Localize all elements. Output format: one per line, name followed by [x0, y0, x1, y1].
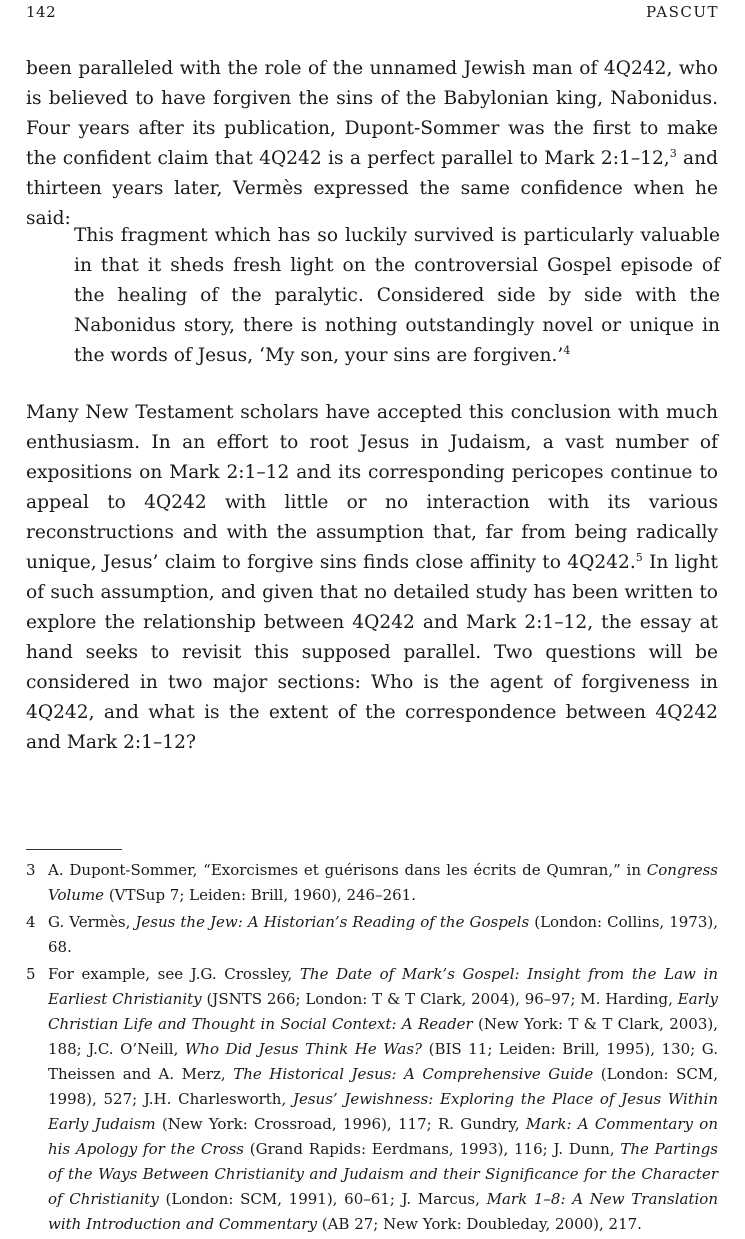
footnote-text: G. Vermès, [48, 913, 136, 931]
footnote-text: A. Dupont-Sommer, “Exorcismes et guérisons dans les écrits de Qumran,” in [48, 861, 647, 879]
paragraph-2-text-a: Many New Testament scholars have accepted this conclusion with much enthusiasm. In an effort to root Jesus in Judaism, a vast number of expositions on Mark 2:1–12 and its corresponding pericopes continue to appeal to 4Q242 with little or no interaction with its various reconstructions and with the assumption that, far from being radically unique, Jesus’ claim to forgive sins finds close affinity to 4Q242. [26, 402, 718, 573]
block-quote [74, 221, 720, 371]
footnote-title: Mark: A Commentary on his Apology for the Cross [48, 1115, 718, 1158]
footnote-title: The Partings of the Ways Between Christianity and Judaism and their Significance for the Character of Christianity [48, 1140, 718, 1208]
footnote-title: The Historical Jesus: A Comprehensive Guide [233, 1065, 594, 1083]
footnote-title: The Date of Mark’s Gospel: Insight from the Law in Earliest Christianity [48, 965, 718, 1008]
footnote-title: Congress Volume [48, 861, 718, 904]
footnote-title: Jesus the Jew: A Historian’s Reading of the Gospels [135, 913, 530, 931]
footnote-text: (VTSup 7; Leiden: Brill, 1960), 246–261. [104, 886, 416, 904]
footnote-number: 4 [26, 913, 36, 931]
footnote-text: (London: SCM, 1998), 527; J.H. Charlesworth, [48, 1065, 718, 1108]
footnote-4 [26, 910, 718, 960]
footnote-text: (London: Collins, 1973), 68. [48, 913, 719, 956]
paragraph-2 [26, 398, 718, 758]
footnote-number: 3 [26, 861, 36, 879]
footnote-text: For example, see J.G. Crossley, [48, 965, 300, 983]
footnote-ref-5[interactable]: 5 [635, 550, 643, 564]
footnote-ref-4[interactable]: 4 [563, 343, 571, 357]
running-head-author: PASCUT [646, 3, 719, 21]
footnote-separator [26, 849, 122, 850]
footnote-title: Mark 1–8: A New Translation with Introduction and Commentary [48, 1190, 718, 1233]
paragraph-1 [26, 54, 718, 234]
footnote-3 [26, 858, 718, 908]
footnote-title: Who Did Jesus Think He Was? [184, 1040, 423, 1058]
paragraph-1-text-b: and thirteen years later, Vermès expressed the same confidence when he said: [26, 148, 718, 229]
footnote-5 [26, 962, 718, 1237]
footnote-title: Jesus’ Jewishness: Exploring the Place of Jesus Within Early Judaism [48, 1090, 718, 1133]
footnote-text: (JSNTS 266; London: T & T Clark, 2004), 96–97; M. Harding, [201, 990, 678, 1008]
footnote-text: (New York: Crossroad, 1996), 117; R. Gundry, [155, 1115, 526, 1133]
footnote-number: 5 [26, 965, 36, 983]
paragraph-1-text-a: been paralleled with the role of the unnamed Jewish man of 4Q242, who is believed to have forgiven the sins of the Babylonian king, Nabonidus. Four years after its publication, Dupont-Sommer was the first to make the confident claim that 4Q242 is a perfect parallel to Mark 2:1–12, [26, 58, 718, 169]
footnote-text: (Grand Rapids: Eerdmans, 1993), 116; J. Dunn, [243, 1140, 621, 1158]
block-quote-text: This fragment which has so luckily survived is particularly valuable in that it sheds fresh light on the controversial Gospel episode of the healing of the paralytic. Considered side by side with the Nabonidus story, there is nothing outstandingly novel or unique in the words of Jesus, ‘My son, your sins are forgiven.’ [74, 225, 720, 366]
footnote-text: (London: SCM, 1991), 60–61; J. Marcus, [158, 1190, 487, 1208]
running-header [26, 3, 719, 27]
footnote-ref-3[interactable]: 3 [669, 146, 677, 160]
paragraph-2-text-b: In light of such assumption, and given that no detailed study has been written to explore the relationship between 4Q242 and Mark 2:1–12, the essay at hand seeks to revisit this supposed parallel. Two questions will be considered in two major sections: Who is the agent of forgiveness in 4Q242, and what is the extent of the correspondence between 4Q242 and Mark 2:1–12? [26, 552, 718, 753]
footnote-text: (AB 27; New York: Doubleday, 2000), 217. [316, 1215, 642, 1233]
footnote-text: (New York: T & T Clark, 2003), 188; J.C. O’Neill, [48, 1015, 718, 1058]
footnotes [26, 858, 718, 1239]
page-number: 142 [26, 3, 57, 21]
footnote-text: (BIS 11; Leiden: Brill, 1995), 130; G. Theissen and A. Merz, [48, 1040, 718, 1083]
footnote-title: Early Christian Life and Thought in Social Context: A Reader [48, 990, 719, 1033]
